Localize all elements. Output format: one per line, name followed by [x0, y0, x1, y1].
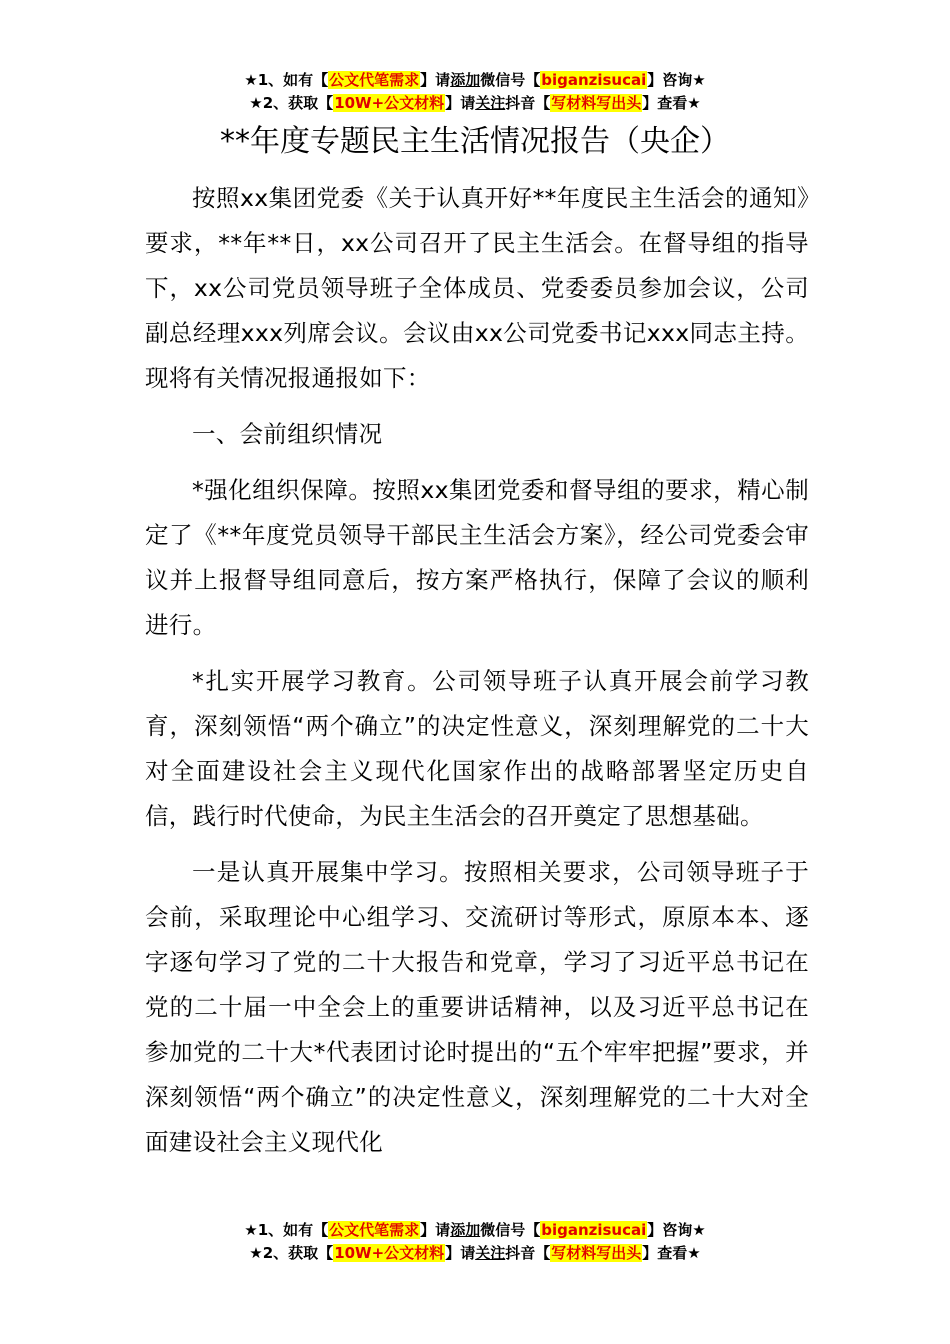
paragraph-centralized-study: 一是认真开展集中学习。按照相关要求，公司领导班子于会前，采取理论中心组学习、交流研讨等形式，原原本本、逐字逐句学习了党的二十大报告和党章，学习了习近平总书记在党的二十届一中全会上的重要讲话精神，以及习近平总书记在参加党的二十大*代表团讨论时提出的“五个牢牢把握”要求，并深刻领悟“两个确立”的决定性意义，深刻理解党的二十大对全面建设社会主义现代化	[145, 858, 809, 1156]
banner-line-2: ★2、获取【10W+公文材料】请关注抖音【写材料写出头】查看★	[249, 1244, 701, 1262]
underlined-text: 关注	[475, 94, 506, 112]
wechat-id: biganzisucai	[541, 71, 647, 89]
document-title: **年度专题民主生活情况报告（央企）	[220, 124, 730, 159]
highlight-text: 公文代笔需求	[329, 71, 420, 89]
banner-line-1: ★1、如有【公文代笔需求】请添加微信号【biganzisucai】咨询★	[244, 71, 706, 89]
douyin-account: 写材料写出头	[551, 94, 642, 112]
document-body	[145, 176, 809, 1176]
footer-banner	[0, 1219, 950, 1265]
highlight-text: 10W+公文材料	[334, 1244, 445, 1262]
underlined-text: 添加	[450, 1221, 481, 1239]
highlight-text: 10W+公文材料	[334, 94, 445, 112]
banner-line-1: ★1、如有【公文代笔需求】请添加微信号【biganzisucai】咨询★	[244, 1221, 706, 1239]
highlight-text: 公文代笔需求	[329, 1221, 420, 1239]
underlined-text: 关注	[475, 1244, 506, 1262]
section-heading: 一、会前组织情况	[192, 420, 383, 448]
banner-line-2: ★2、获取【10W+公文材料】请关注抖音【写材料写出头】查看★	[249, 94, 701, 112]
underlined-text: 添加	[450, 71, 481, 89]
paragraph-intro: 按照xx集团党委《关于认真开好**年度民主生活会的通知》要求，**年**日，xx公司召开了民主生活会。在督导组的指导下，xx公司党员领导班子全体成员、党委委员参加会议，公司副总经理xxx列席会议。会议由xx公司党委书记xxx同志主持。现将有关情况报通报如下：	[145, 184, 809, 392]
douyin-account: 写材料写出头	[551, 1244, 642, 1262]
header-banner	[0, 69, 950, 115]
wechat-id: biganzisucai	[541, 1221, 647, 1239]
paragraph-organization: *强化组织保障。按照xx集团党委和督导组的要求，精心制定了《**年度党员领导干部民主生活会方案》，经公司党委会审议并上报督导组同意后，按方案严格执行，保障了会议的顺利进行。	[145, 476, 809, 639]
paragraph-study-education: *扎实开展学习教育。公司领导班子认真开展会前学习教育，深刻领悟“两个确立”的决定性意义，深刻理解党的二十大对全面建设社会主义现代化国家作出的战略部署坚定历史自信，践行时代使命，为民主生活会的召开奠定了思想基础。	[145, 667, 809, 830]
